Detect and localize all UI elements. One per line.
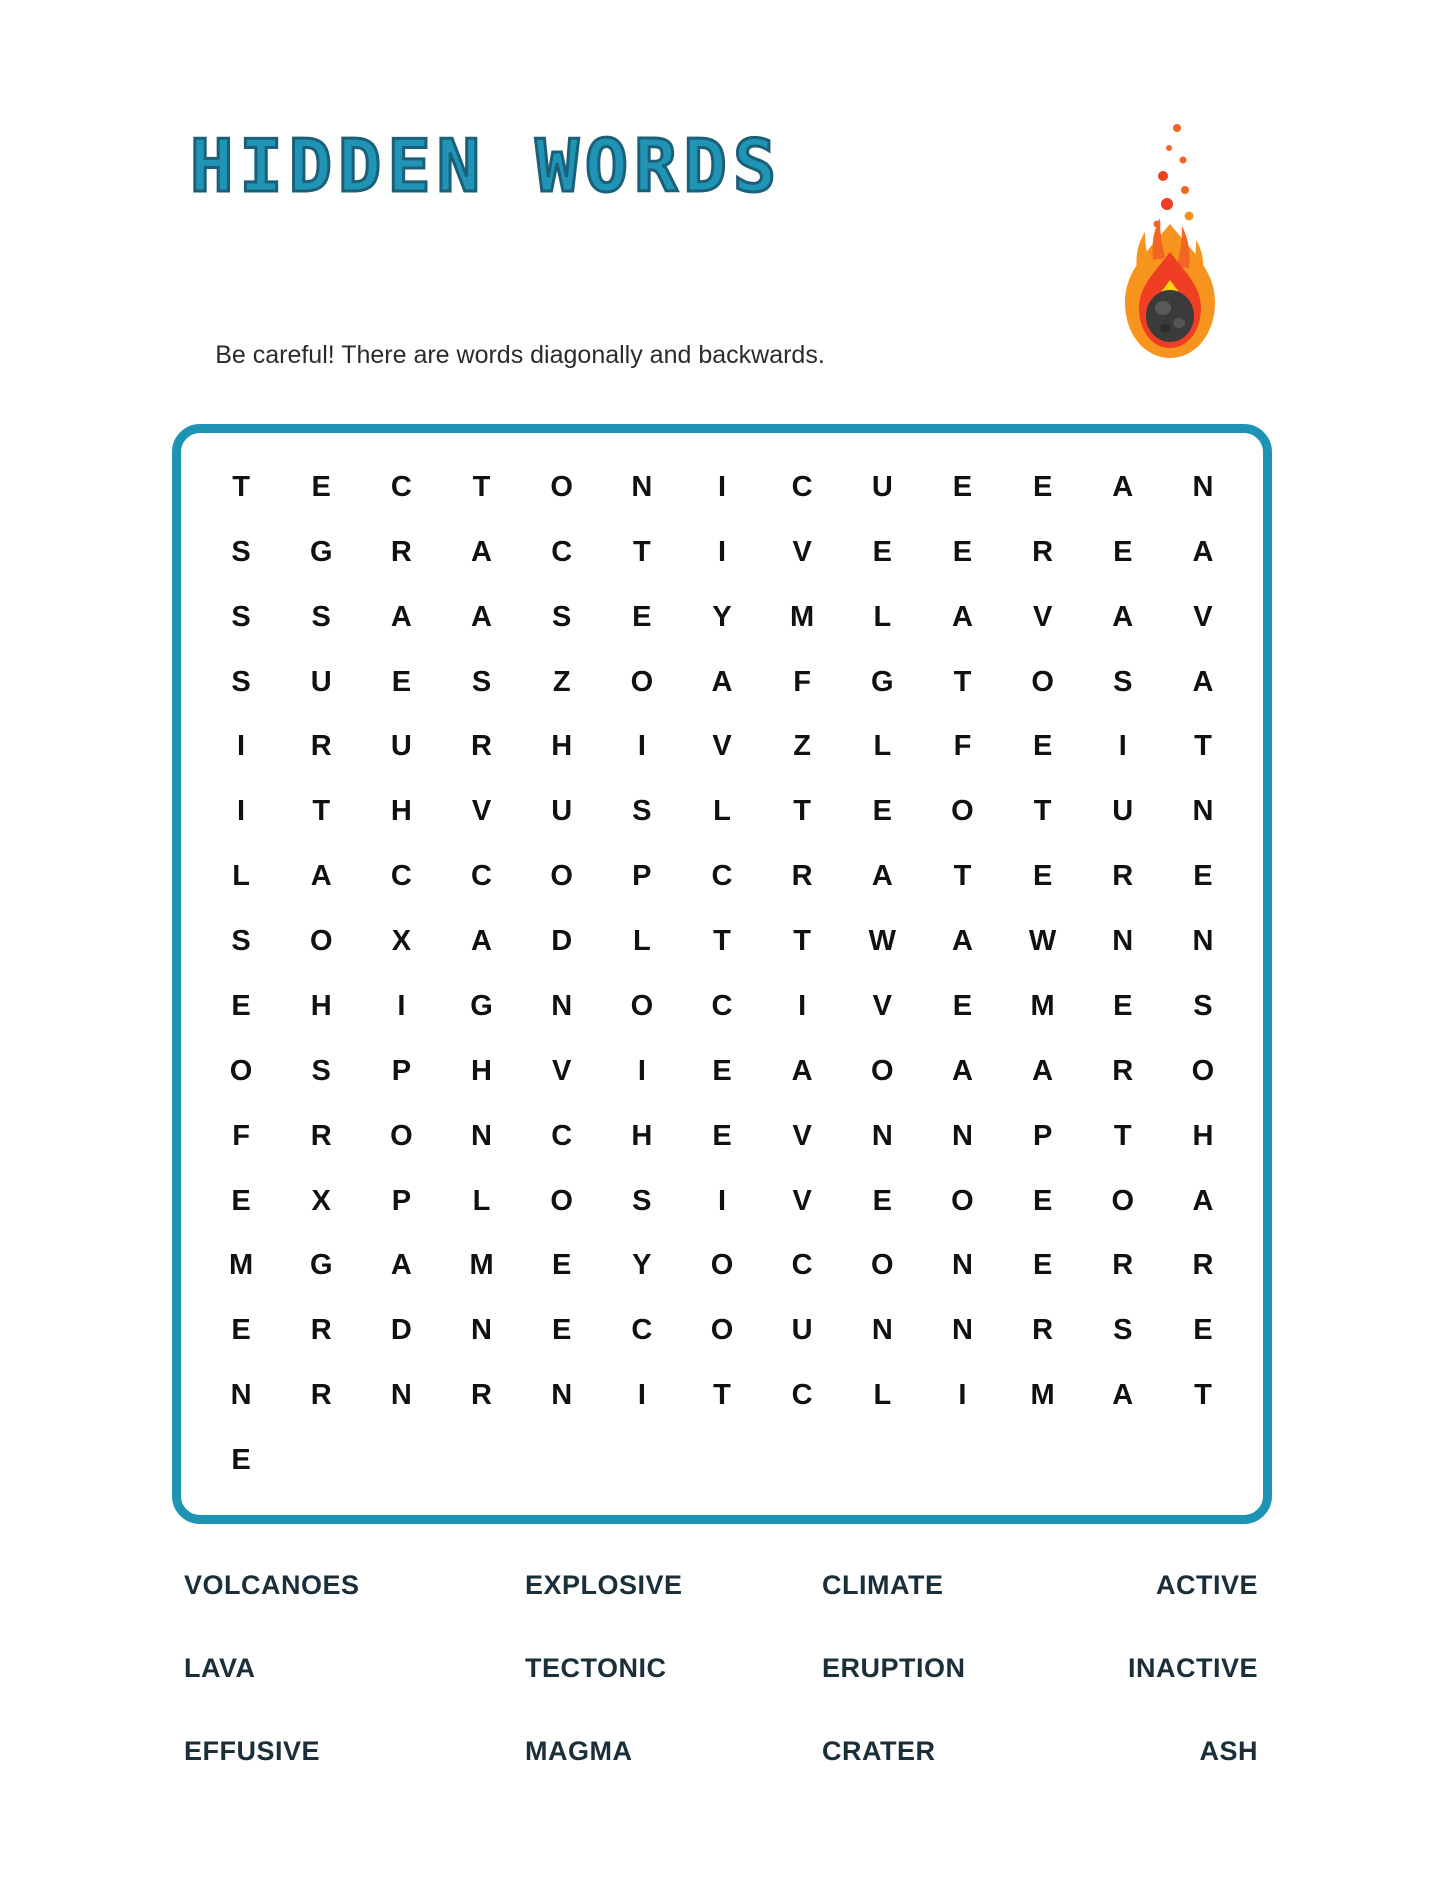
grid-cell[interactable]: O <box>550 470 573 503</box>
grid-cell[interactable]: H <box>310 989 332 1022</box>
grid-cell[interactable]: T <box>793 795 811 828</box>
grid-cell[interactable]: A <box>791 1054 813 1087</box>
grid-cell[interactable]: A <box>1192 1184 1214 1217</box>
grid-cell[interactable]: V <box>792 535 812 568</box>
grid-cell[interactable]: F <box>793 665 811 698</box>
grid-cell[interactable]: R <box>390 535 412 568</box>
grid-cell[interactable]: H <box>1192 1119 1214 1152</box>
grid-cell[interactable]: V <box>552 1054 572 1087</box>
grid-cell[interactable]: C <box>551 535 573 568</box>
grid-cell[interactable]: U <box>791 1314 813 1347</box>
grid-cell[interactable]: P <box>632 860 652 893</box>
grid-cell[interactable]: T <box>1194 730 1212 763</box>
grid-cell[interactable]: N <box>631 470 653 503</box>
grid-cell[interactable]: E <box>952 470 973 503</box>
grid-cell[interactable]: G <box>470 989 493 1022</box>
grid-cell[interactable]: A <box>871 860 893 893</box>
grid-cell[interactable]: I <box>1118 730 1127 763</box>
grid-cell[interactable]: O <box>630 665 654 698</box>
grid-cell[interactable]: Z <box>793 730 811 763</box>
grid-cell[interactable]: I <box>717 1184 727 1217</box>
word-list-item[interactable]: CLIMATE <box>822 1570 944 1600</box>
word-list-item[interactable]: CRATER <box>822 1736 936 1766</box>
grid-cell[interactable]: W <box>868 925 896 958</box>
grid-cell[interactable]: S <box>1113 1314 1133 1347</box>
grid-cell[interactable]: U <box>310 665 332 698</box>
grid-cell[interactable]: H <box>631 1119 653 1152</box>
grid-cell[interactable]: R <box>310 730 332 763</box>
grid-cell[interactable]: S <box>311 600 331 633</box>
grid-cell[interactable]: L <box>873 600 892 633</box>
grid-cell[interactable]: G <box>309 535 333 568</box>
word-list-item[interactable]: ASH <box>1199 1736 1258 1766</box>
word-list-item[interactable]: MAGMA <box>525 1736 633 1766</box>
grid-cell[interactable]: N <box>471 1314 492 1347</box>
grid-cell[interactable]: A <box>471 600 492 633</box>
grid-cell[interactable]: S <box>1113 665 1133 698</box>
grid-cell[interactable]: O <box>309 925 333 958</box>
grid-cell[interactable]: O <box>1111 1184 1135 1217</box>
grid-cell[interactable]: P <box>391 1184 412 1217</box>
grid-cell[interactable]: C <box>711 989 733 1022</box>
grid-cell[interactable]: G <box>871 665 894 698</box>
grid-cell[interactable]: C <box>631 1314 653 1347</box>
grid-cell[interactable]: M <box>469 1249 494 1282</box>
flame-icon <box>1105 120 1235 360</box>
word-list-item[interactable]: TECTONIC <box>525 1653 667 1683</box>
grid-cell[interactable]: E <box>1193 1314 1213 1347</box>
grid-cell[interactable]: S <box>552 600 572 633</box>
grid-cell[interactable]: U <box>871 470 893 503</box>
grid-cell[interactable]: V <box>471 795 492 828</box>
grid-cell[interactable]: V <box>712 730 732 763</box>
grid-cell[interactable]: I <box>637 1379 646 1412</box>
grid-cell[interactable]: L <box>713 795 731 828</box>
grid-cell[interactable]: R <box>1112 1054 1134 1087</box>
word-list-item[interactable]: ACTIVE <box>1155 1570 1258 1600</box>
grid-cell[interactable]: T <box>953 665 972 698</box>
grid-cell[interactable]: I <box>637 730 646 763</box>
grid-cell[interactable]: O <box>710 1249 734 1282</box>
grid-cell[interactable]: U <box>390 730 412 763</box>
grid-cell[interactable]: A <box>1192 535 1214 568</box>
grid-cell[interactable]: R <box>310 1379 332 1412</box>
grid-cell[interactable]: N <box>1192 925 1214 958</box>
grid-cell[interactable]: E <box>311 470 331 503</box>
grid-cell[interactable]: C <box>791 1379 813 1412</box>
grid-cell[interactable]: T <box>713 925 731 958</box>
grid-cell[interactable]: C <box>791 1249 813 1282</box>
grid-cell[interactable]: N <box>951 1314 973 1347</box>
grid-cell[interactable]: L <box>232 860 250 893</box>
grid-cell[interactable]: T <box>312 795 331 828</box>
grid-cell[interactable]: T <box>793 925 811 958</box>
grid-cell[interactable]: V <box>872 989 892 1022</box>
grid-cell[interactable]: R <box>310 1119 332 1152</box>
grid-cell[interactable]: A <box>1032 1054 1054 1087</box>
grid-cell[interactable]: N <box>551 989 573 1022</box>
grid-cell[interactable]: T <box>632 535 651 568</box>
grid-cell[interactable]: C <box>791 470 813 503</box>
grid-cell[interactable]: M <box>228 1249 254 1282</box>
word-list-item[interactable]: EFFUSIVE <box>184 1736 321 1766</box>
grid-cell[interactable]: N <box>871 1314 893 1347</box>
grid-cell[interactable]: O <box>1191 1054 1215 1087</box>
letter-grid[interactable] <box>201 455 1243 1493</box>
grid-cell[interactable]: H <box>551 730 573 763</box>
grid-cell[interactable]: E <box>872 1184 892 1217</box>
grid-cell[interactable]: O <box>630 989 654 1022</box>
grid-cell[interactable]: A <box>310 860 332 893</box>
grid-cell[interactable]: C <box>711 860 733 893</box>
grid-cell[interactable]: E <box>1113 535 1133 568</box>
grid-cell[interactable]: T <box>1033 795 1052 828</box>
grid-cell[interactable]: H <box>471 1054 492 1087</box>
grid-cell[interactable]: E <box>231 1314 251 1347</box>
grid-cell[interactable]: X <box>311 1184 331 1217</box>
grid-cell[interactable]: O <box>871 1249 894 1282</box>
grid-cell[interactable]: E <box>712 1119 732 1152</box>
grid-cell[interactable]: E <box>952 535 973 568</box>
grid-cell[interactable]: S <box>632 795 652 828</box>
grid-cell[interactable]: A <box>1192 665 1214 698</box>
grid-cell[interactable]: R <box>791 860 813 893</box>
grid-cell[interactable]: C <box>551 1119 573 1152</box>
grid-cell[interactable]: N <box>551 1379 573 1412</box>
word-search-panel <box>172 424 1272 1524</box>
grid-cell[interactable]: S <box>231 665 251 698</box>
grid-cell[interactable]: X <box>391 925 412 958</box>
grid-cell[interactable]: I <box>717 470 727 503</box>
grid-cell[interactable]: R <box>471 730 492 763</box>
grid-cell[interactable]: E <box>872 795 892 828</box>
grid-cell[interactable]: M <box>1030 989 1055 1022</box>
word-list-item[interactable]: LAVA <box>184 1653 256 1683</box>
grid-cell[interactable]: E <box>231 1444 251 1477</box>
grid-cell[interactable]: E <box>552 1249 572 1282</box>
grid-cell[interactable]: E <box>1032 730 1053 763</box>
grid-cell[interactable]: Y <box>712 600 732 633</box>
grid-cell[interactable]: L <box>873 730 892 763</box>
grid-cell[interactable]: M <box>790 600 815 633</box>
grid-cell[interactable]: L <box>632 925 651 958</box>
grid-cell[interactable]: F <box>232 1119 250 1152</box>
grid-cell[interactable]: R <box>1112 1249 1134 1282</box>
grid-cell[interactable]: N <box>871 1119 893 1152</box>
grid-cell[interactable]: T <box>232 470 250 503</box>
grid-cell[interactable]: I <box>717 535 727 568</box>
grid-cell[interactable]: T <box>1194 1379 1212 1412</box>
instruction-text: Be careful! There are words diagonally and backwards. <box>215 341 825 369</box>
grid-cell[interactable]: O <box>951 795 974 828</box>
grid-cell[interactable]: F <box>953 730 972 763</box>
grid-cell[interactable]: I <box>958 1379 967 1412</box>
word-list-item[interactable]: INACTIVE <box>1127 1653 1258 1683</box>
grid-cell[interactable]: A <box>711 665 733 698</box>
grid-cell[interactable]: T <box>1113 1119 1132 1152</box>
grid-cell[interactable]: R <box>1032 535 1054 568</box>
word-list-item[interactable]: EXPLOSIVE <box>525 1570 683 1600</box>
grid-cell[interactable]: I <box>397 989 406 1022</box>
grid-cell[interactable]: R <box>471 1379 492 1412</box>
grid-cell[interactable]: I <box>798 989 807 1022</box>
grid-cell[interactable]: S <box>1193 989 1213 1022</box>
grid-cell[interactable]: E <box>1032 470 1053 503</box>
grid-cell[interactable]: T <box>953 860 972 893</box>
grid-cell[interactable]: A <box>951 1054 973 1087</box>
grid-cell[interactable]: A <box>471 925 492 958</box>
word-list <box>172 1570 1272 1767</box>
grid-cell[interactable]: E <box>552 1314 572 1347</box>
grid-cell[interactable]: E <box>391 665 412 698</box>
grid-cell[interactable]: N <box>1192 470 1214 503</box>
grid-cell[interactable]: L <box>873 1379 892 1412</box>
grid-cell[interactable]: E <box>1032 1249 1053 1282</box>
grid-cell[interactable]: T <box>713 1379 731 1412</box>
grid-cell[interactable]: C <box>390 470 412 503</box>
grid-cell[interactable]: N <box>1192 795 1214 828</box>
grid-cell[interactable]: L <box>472 1184 491 1217</box>
grid-cell[interactable]: E <box>632 600 652 633</box>
grid-cell[interactable]: O <box>550 1184 573 1217</box>
grid-cell[interactable]: N <box>471 1119 492 1152</box>
grid-cell[interactable]: O <box>951 1184 974 1217</box>
grid-cell[interactable]: Z <box>552 665 571 698</box>
grid-cell[interactable]: E <box>1032 860 1053 893</box>
grid-cell[interactable]: A <box>951 600 973 633</box>
grid-cell[interactable]: E <box>231 989 251 1022</box>
grid-cell[interactable]: E <box>1032 1184 1053 1217</box>
grid-cell[interactable]: E <box>952 989 973 1022</box>
grid-cell[interactable]: C <box>471 860 492 893</box>
grid-cell[interactable]: V <box>792 1119 812 1152</box>
grid-cell[interactable]: P <box>1032 1119 1053 1152</box>
grid-cell[interactable]: S <box>471 665 492 698</box>
grid-cell[interactable]: E <box>712 1054 732 1087</box>
grid-cell[interactable]: V <box>1193 600 1213 633</box>
grid-cell[interactable]: T <box>472 470 491 503</box>
grid-cell[interactable]: S <box>311 1054 331 1087</box>
grid-cell[interactable]: P <box>391 1054 412 1087</box>
grid-cell[interactable]: A <box>390 1249 412 1282</box>
grid-cell[interactable]: C <box>390 860 412 893</box>
grid-cell[interactable]: G <box>309 1249 333 1282</box>
grid-cell[interactable]: N <box>1112 925 1134 958</box>
grid-cell[interactable]: A <box>1112 600 1134 633</box>
grid-cell[interactable]: R <box>1112 860 1134 893</box>
word-list-item[interactable]: ERUPTION <box>822 1653 966 1683</box>
grid-cell[interactable]: I <box>637 1054 646 1087</box>
grid-cell[interactable]: N <box>390 1379 412 1412</box>
grid-cell[interactable]: W <box>1028 925 1057 958</box>
page-title: HIDDEN WORDS <box>190 124 783 208</box>
grid-cell[interactable]: O <box>871 1054 894 1087</box>
grid-cell[interactable]: A <box>471 535 492 568</box>
grid-cell[interactable]: S <box>632 1184 652 1217</box>
grid-cell[interactable]: I <box>237 795 246 828</box>
grid-cell[interactable]: O <box>550 860 573 893</box>
grid-cell[interactable]: Y <box>632 1249 652 1282</box>
grid-cell[interactable]: U <box>1112 795 1134 828</box>
grid-cell[interactable]: V <box>1032 600 1053 633</box>
grid-cell[interactable]: I <box>237 730 246 763</box>
grid-cell[interactable]: H <box>390 795 412 828</box>
grid-cell[interactable]: A <box>1112 470 1134 503</box>
grid-cell[interactable]: A <box>390 600 412 633</box>
grid-cell[interactable]: S <box>231 535 251 568</box>
grid-cell[interactable]: E <box>1113 989 1133 1022</box>
grid-cell[interactable]: R <box>1192 1249 1214 1282</box>
grid-cell[interactable]: D <box>390 1314 412 1347</box>
grid-cell[interactable]: S <box>231 600 251 633</box>
grid-cell[interactable]: E <box>1193 860 1213 893</box>
grid-cell[interactable]: R <box>310 1314 332 1347</box>
grid-cell[interactable]: D <box>551 925 573 958</box>
grid-cell[interactable]: O <box>390 1119 413 1152</box>
grid-cell[interactable]: A <box>951 925 973 958</box>
grid-cell[interactable]: S <box>231 925 251 958</box>
word-list-item[interactable]: VOLCANOES <box>184 1570 360 1600</box>
grid-cell[interactable]: R <box>1032 1314 1054 1347</box>
grid-cell[interactable]: O <box>229 1054 253 1087</box>
grid-cell[interactable]: N <box>230 1379 252 1412</box>
grid-cell[interactable]: E <box>872 535 892 568</box>
grid-cell[interactable]: M <box>1030 1379 1055 1412</box>
grid-cell[interactable]: N <box>951 1249 973 1282</box>
grid-cell[interactable]: O <box>710 1314 734 1347</box>
grid-cell[interactable]: N <box>951 1119 973 1152</box>
grid-cell[interactable]: U <box>551 795 573 828</box>
grid-cell[interactable]: V <box>792 1184 812 1217</box>
grid-cell[interactable]: A <box>1112 1379 1134 1412</box>
grid-cell[interactable]: E <box>231 1184 251 1217</box>
grid-cell[interactable]: O <box>1031 665 1054 698</box>
